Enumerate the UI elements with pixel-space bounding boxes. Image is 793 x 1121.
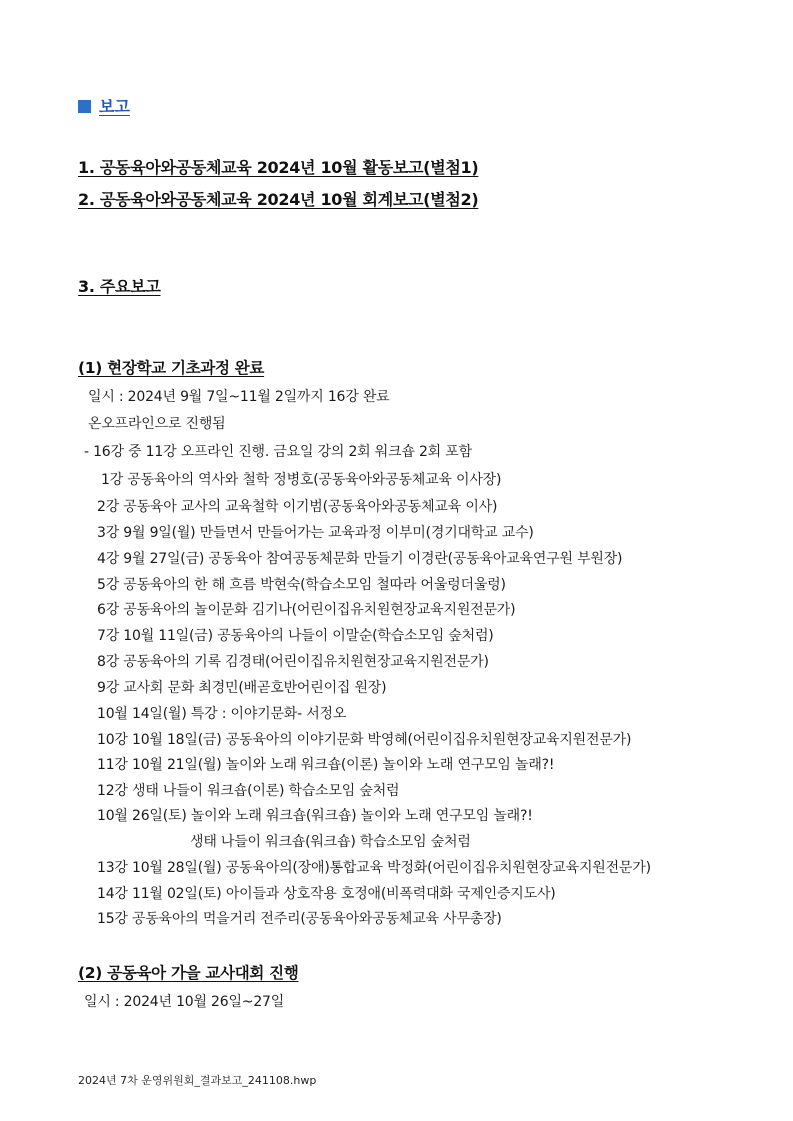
lecture-line: 11강 10월 21일(월) 놀이와 노래 워크숍(이론) 놀이와 노래 연구모임 놀래?! xyxy=(97,757,555,773)
lecture-line: 1강 공동육아의 역사와 철학 정병호(공동육아와공동체교육 이사장) xyxy=(101,472,502,488)
section1-mode-line: 온오프라인으로 진행됨 xyxy=(88,416,226,432)
section2-heading: (2) 공동육아 가을 교사대회 진행 xyxy=(78,964,299,982)
report-title-text: 보고 xyxy=(99,97,130,116)
lecture-line: 12강 생태 나들이 워크숍(이론) 학습소모임 숲처럼 xyxy=(97,783,400,799)
lecture-line: 10월 14일(월) 특강 : 이야기문화- 서정오 xyxy=(97,706,347,722)
lecture-line: 13강 10월 28일(월) 공동육아의(장애)통합교육 박정화(어린이집유치원현장교육지원전문가) xyxy=(97,860,651,876)
lecture-line: 생태 나들이 워크숍(워크숍) 학습소모임 숲처럼 xyxy=(190,834,471,850)
lecture-line: 3강 9월 9일(월) 만들면서 만들어가는 교육과정 이부미(경기대학교 교수) xyxy=(97,525,534,541)
lecture-line: 10월 26일(토) 놀이와 노래 워크숍(워크숍) 놀이와 노래 연구모임 놀래?! xyxy=(97,808,533,824)
lecture-line: 6강 공동육아의 놀이문화 김기나(어린이집유치원현장교육지원전문가) xyxy=(97,602,516,618)
lecture-line: 7강 10월 11일(금) 공동육아의 나들이 이말순(학습소모임 숲처럼) xyxy=(97,628,494,644)
lecture-line: 10강 10월 18일(금) 공동육아의 이야기문화 박영혜(어린이집유치원현장교육지원전문가) xyxy=(97,732,632,748)
lecture-line: 9강 교사회 문화 최경민(배곧호반어린이집 원장) xyxy=(97,680,387,696)
lecture-line: 14강 11월 02일(토) 아이들과 상호작용 호정애(비폭력대화 국제인증지도사) xyxy=(97,886,556,902)
section1-note-line: - 16강 중 11강 오프라인 진행. 금요일 강의 2회 워크숍 2회 포함 xyxy=(84,444,472,460)
item-accounting-report: 2. 공동육아와공동체교육 2024년 10월 회계보고(별첨2) xyxy=(78,190,479,209)
item-activity-report: 1. 공동육아와공동체교육 2024년 10월 활동보고(별첨1) xyxy=(78,158,479,177)
item-main-report: 3. 주요보고 xyxy=(78,277,161,296)
square-bullet-icon xyxy=(78,100,91,113)
report-title xyxy=(78,94,130,117)
footer-filename: 2024년 7차 운영위원회_결과보고_241108.hwp xyxy=(78,1074,317,1087)
lecture-line: 2강 공동육아 교사의 교육철학 이기범(공동육아와공동체교육 이사) xyxy=(97,499,498,515)
section1-heading: (1) 현장학교 기초과정 완료 xyxy=(78,359,265,377)
lecture-line: 15강 공동육아의 먹을거리 전주리(공동육아와공동체교육 사무총장) xyxy=(97,911,502,927)
lecture-line: 4강 9월 27일(금) 공동육아 참여공동체문화 만들기 이경란(공동육아교육연구원 부원장) xyxy=(97,551,623,567)
section1-date-line: 일시 : 2024년 9월 7일~11월 2일까지 16강 완료 xyxy=(88,389,390,405)
lecture-line: 5강 공동육아의 한 해 흐름 박현숙(학습소모임 철따라 어울렁더울렁) xyxy=(97,577,506,593)
lecture-line: 8강 공동육아의 기록 김경태(어린이집유치원현장교육지원전문가) xyxy=(97,654,489,670)
section2-date-line: 일시 : 2024년 10월 26일~27일 xyxy=(84,994,285,1010)
